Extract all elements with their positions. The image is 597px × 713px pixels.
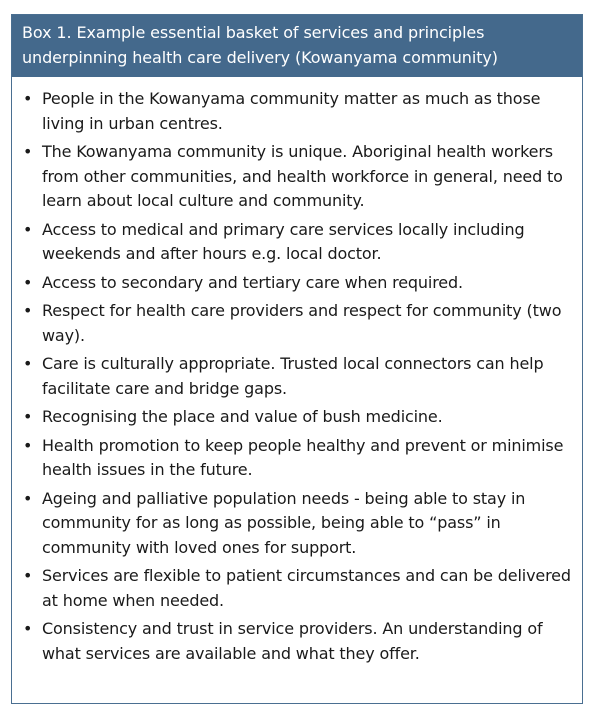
bullet-icon: •	[23, 272, 33, 292]
principles-list	[12, 77, 582, 666]
list-item	[23, 218, 576, 267]
list-item	[23, 487, 576, 561]
bullet-icon: •	[23, 89, 33, 108]
bullet-icon: •	[23, 354, 33, 373]
bullet-icon: •	[23, 219, 33, 239]
list-item-text: Health promotion to keep people healthy and prevent or minimise health issues in the future.	[42, 435, 564, 479]
list-item	[23, 405, 576, 430]
list-item	[23, 87, 576, 136]
list-item	[23, 299, 576, 348]
bullet-icon: •	[23, 619, 33, 638]
list-item-text: Access to secondary and tertiary care when required.	[42, 272, 463, 292]
bullet-icon: •	[23, 142, 33, 161]
list-item	[23, 434, 576, 483]
bullet-icon: •	[23, 301, 33, 320]
list-item-text: People in the Kowanyama community matter as much as those living in urban centres.	[42, 89, 541, 133]
bullet-icon: •	[23, 435, 33, 455]
bullet-icon: •	[23, 407, 33, 426]
list-item-text: Care is culturally appropriate. Trusted local connectors can help facilitate care and bridge gaps.	[42, 354, 544, 398]
bullet-icon: •	[23, 566, 33, 585]
list-item-text: Respect for health care providers and respect for community (two way).	[42, 301, 562, 345]
list-item-text: The Kowanyama community is unique. Aboriginal health workers from other communities, and health workforce in general, need to learn about local culture and community.	[42, 142, 563, 210]
box-1-panel	[11, 14, 583, 704]
list-item	[23, 617, 576, 666]
list-item	[23, 352, 576, 401]
list-item	[23, 271, 576, 296]
list-item-text: Ageing and palliative population needs - being able to stay in community for as long as possible, being able to “pass” in community with loved ones for support.	[42, 488, 526, 557]
list-item-text: Access to medical and primary care services locally including weekends and after hours e.g. local doctor.	[42, 219, 525, 263]
box-title: Box 1. Example essential basket of services and principles underpinning health care delivery (Kowanyama community)	[12, 15, 582, 77]
list-item-text: Services are flexible to patient circumstances and can be delivered at home when needed.	[42, 566, 571, 610]
list-item-text: Consistency and trust in service providers. An understanding of what services are available and what they offer.	[42, 619, 543, 663]
list-item	[23, 140, 576, 214]
list-item	[23, 564, 576, 613]
bullet-icon: •	[23, 488, 33, 508]
list-item-text: Recognising the place and value of bush medicine.	[42, 407, 443, 426]
